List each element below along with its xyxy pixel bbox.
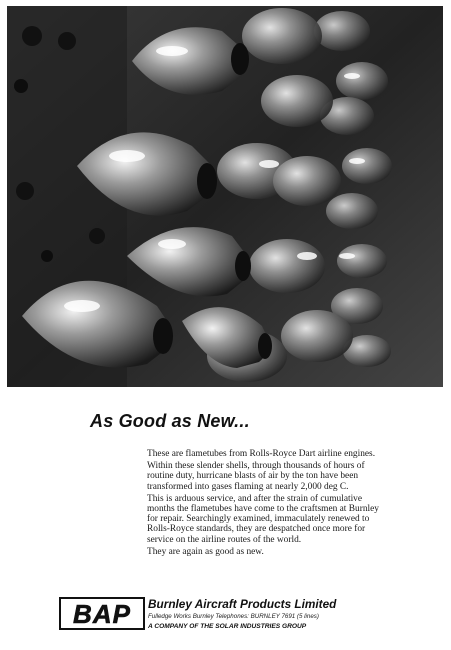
bap-logo-mark (62, 600, 142, 627)
headline: As Good as New... (90, 411, 250, 431)
bap-logo (59, 597, 145, 630)
body-paragraph: They are again as good as new. (147, 546, 264, 557)
body-paragraph: This is arduous service, and after the strain of cumulative months the flametubes have come to the craftsmen at Burnley for repair. Searchingly examined, immaculately renewed to Rolls-Royce standards, they are despatched once more for service on the airline routes of the world. (147, 493, 379, 545)
flametubes-photo (7, 6, 443, 387)
company-name: Burnley Aircraft Products Limited (148, 597, 337, 611)
body-paragraph: These are flametubes from Rolls-Royce Dart airline engines. (147, 449, 376, 459)
group-line: A COMPANY OF THE SOLAR INDUSTRIES GROUP (148, 623, 307, 630)
company-address: Fulledge Works Burnley Telephones: BURNLEY 7691 (5 lines) (148, 613, 319, 620)
body-paragraph: Within these slender shells, through thousands of hours of routine duty, hurricane blasts of air by the ton have been transformed into gases flaming at nearly 2,000 deg C. (147, 461, 365, 492)
flametubes-illustration (7, 6, 443, 387)
body-copy (147, 449, 387, 559)
logo-text: BAP (73, 600, 131, 627)
